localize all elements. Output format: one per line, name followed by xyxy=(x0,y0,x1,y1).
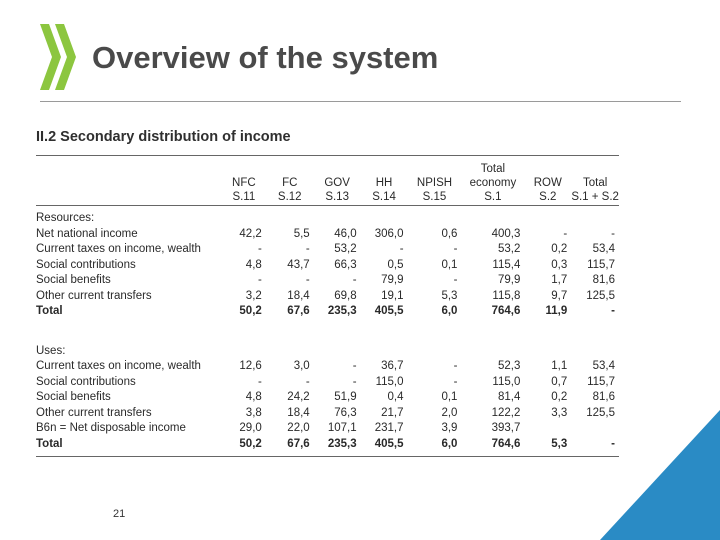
table-cell: 115,4 xyxy=(492,258,521,271)
table-cell: 764,6 xyxy=(491,437,521,450)
table-cell: 5,3 xyxy=(441,289,458,302)
row-label: Resources: xyxy=(36,212,95,224)
table-cell: 231,7 xyxy=(374,422,404,434)
table-cell: 18,4 xyxy=(287,289,310,302)
table-cell xyxy=(266,344,314,360)
table-cell: 42,2 xyxy=(239,227,262,240)
column-header-line3: S.1 xyxy=(484,191,502,203)
column-header xyxy=(571,156,619,204)
row-label: Other current transfers xyxy=(36,289,152,302)
table-cell: 2,0 xyxy=(441,406,458,419)
oecd-chevron-logo-icon xyxy=(38,22,78,92)
page-number: 21 xyxy=(113,508,126,520)
table-cell: 0,1 xyxy=(441,391,458,403)
table-cell: 53,2 xyxy=(497,243,521,255)
table-cell: 115,0 xyxy=(492,375,521,388)
table-row xyxy=(36,242,619,258)
table-cell: 46,0 xyxy=(334,227,357,240)
spacer-row xyxy=(36,204,619,211)
corner-decoration xyxy=(600,410,720,540)
table-cell: 53,4 xyxy=(592,360,615,372)
row-label: Social contributions xyxy=(36,258,136,271)
table-cell: 235,3 xyxy=(327,437,357,450)
column-header-line3: S.12 xyxy=(277,191,302,203)
row-label: Social contributions xyxy=(36,375,136,388)
row-label: Other current transfers xyxy=(36,406,152,419)
table-cell: 0,1 xyxy=(441,258,458,271)
column-header-line2: HH xyxy=(375,177,393,189)
table-cell: 79,9 xyxy=(381,274,404,286)
row-label: Social benefits xyxy=(36,274,111,286)
table-cell: - xyxy=(399,243,404,255)
table-cell: - xyxy=(611,305,615,317)
column-header-line3: S.2 xyxy=(539,191,557,203)
table-cell: 405,5 xyxy=(374,437,404,450)
table-cell: - xyxy=(305,375,310,388)
column-header xyxy=(361,156,408,204)
table-cell: - xyxy=(453,375,458,388)
table-cell: 393,7 xyxy=(491,422,521,434)
row-label: Net national income xyxy=(36,227,138,240)
table-row xyxy=(36,421,619,437)
table-cell: 3,2 xyxy=(245,289,262,302)
table-row xyxy=(36,359,619,375)
table-cell: 6,0 xyxy=(441,305,458,317)
table-row xyxy=(36,406,619,422)
income-distribution-table xyxy=(36,156,619,452)
row-label: B6n = Net disposable income xyxy=(36,422,186,434)
table-cell: 0,2 xyxy=(551,243,568,255)
table-cell: 3,8 xyxy=(245,406,262,419)
column-header-line3: S.15 xyxy=(422,191,447,203)
table-cell xyxy=(524,211,571,227)
section-subtitle: II.2 Secondary distribution of income xyxy=(36,129,291,145)
table-row xyxy=(36,273,619,289)
table-cell: 0,6 xyxy=(441,227,458,240)
table-cell: 5,3 xyxy=(551,437,568,450)
table-cell: - xyxy=(305,243,310,255)
table-cell: 53,4 xyxy=(592,243,615,255)
column-header-line1 xyxy=(222,162,266,176)
table-cell xyxy=(408,344,462,360)
row-label: Uses: xyxy=(36,344,66,357)
table-cell: 81,4 xyxy=(497,391,521,403)
table-cell: - xyxy=(352,360,357,372)
column-header-line1 xyxy=(361,162,408,176)
column-header xyxy=(524,156,571,204)
table-cell: 306,0 xyxy=(374,227,404,240)
table-cell: 81,6 xyxy=(592,274,615,286)
page-title: Overview of the system xyxy=(92,40,439,75)
table-cell: 24,2 xyxy=(287,391,310,403)
table-cell xyxy=(408,211,462,227)
table-cell: - xyxy=(257,375,262,388)
table-cell: - xyxy=(453,360,458,372)
table-cell xyxy=(361,211,408,227)
row-label: Current taxes on income, wealth xyxy=(36,243,201,255)
table-cell: 67,6 xyxy=(287,437,310,450)
table-cell: 764,6 xyxy=(491,305,521,317)
table-cell: 107,1 xyxy=(327,422,357,434)
table-cell: 69,8 xyxy=(334,289,357,302)
column-header-line3: S.1 + S.2 xyxy=(571,191,619,203)
row-label: Social benefits xyxy=(36,391,111,403)
table-cell: 115,7 xyxy=(587,258,615,271)
table-cell: 0,2 xyxy=(551,391,568,403)
table-cell: 43,7 xyxy=(287,258,310,271)
table-cell: 29,0 xyxy=(239,422,262,434)
table-cell: 11,9 xyxy=(545,305,568,317)
table-cell: 50,2 xyxy=(239,305,262,317)
table-cell: 66,3 xyxy=(334,258,357,271)
table-cell: 9,7 xyxy=(551,289,568,302)
column-header-line2: FC xyxy=(282,177,298,189)
table-header-row xyxy=(36,156,619,204)
table-cell xyxy=(461,344,524,360)
table-cell: 52,3 xyxy=(497,360,521,372)
table-cell: - xyxy=(453,243,458,255)
table-cell: 115,0 xyxy=(375,375,404,388)
table-cell xyxy=(571,211,619,227)
row-label: Total xyxy=(36,437,63,450)
resources-total-row xyxy=(36,304,619,320)
table-cell: 0,5 xyxy=(387,258,404,271)
table-cell: 0,3 xyxy=(551,258,568,271)
column-header xyxy=(266,156,314,204)
table-cell: 115,7 xyxy=(587,375,615,388)
column-header-line2: Total xyxy=(582,177,608,189)
table-cell: 36,7 xyxy=(381,360,404,372)
column-header-line1 xyxy=(314,162,361,176)
table-cell: 67,6 xyxy=(287,305,310,317)
table-cell: 400,3 xyxy=(491,227,521,240)
table-bottom-rule xyxy=(36,456,619,457)
column-header-line3: S.13 xyxy=(325,191,349,203)
column-header xyxy=(408,156,462,204)
table-cell: - xyxy=(305,274,310,286)
table-cell: - xyxy=(257,243,262,255)
row-label: Current taxes on income, wealth xyxy=(36,360,201,372)
table-cell xyxy=(571,344,619,360)
table-cell: - xyxy=(257,274,262,286)
table-cell: 19,1 xyxy=(381,289,404,302)
uses-heading-row xyxy=(36,344,619,360)
column-header-line1: Total xyxy=(480,163,506,175)
chevron-left-icon xyxy=(40,24,61,90)
table-cell: 122,2 xyxy=(491,406,521,419)
table-cell: 405,5 xyxy=(374,305,404,317)
table-cell: 51,9 xyxy=(334,391,357,403)
table-cell xyxy=(361,344,408,360)
table-row xyxy=(36,227,619,243)
table-cell: 235,3 xyxy=(327,305,357,317)
table-cell: 79,9 xyxy=(497,274,521,286)
table-cell: - xyxy=(563,227,568,240)
table-cell: - xyxy=(352,274,357,286)
column-header-line2: GOV xyxy=(324,177,350,189)
table-cell: - xyxy=(453,274,458,286)
table-cell: 53,2 xyxy=(334,243,357,255)
table-cell: 6,0 xyxy=(441,437,458,450)
table-cell: 4,8 xyxy=(245,391,262,403)
table-row xyxy=(36,258,619,274)
table-cell xyxy=(314,211,361,227)
column-header-line1 xyxy=(266,162,314,176)
table-cell: 21,7 xyxy=(381,406,404,419)
table-cell: 3,3 xyxy=(551,406,568,419)
table-cell: 12,6 xyxy=(239,360,262,372)
column-header-line3: S.11 xyxy=(232,191,256,203)
column-header-line2: economy xyxy=(469,177,517,189)
table-cell: 76,3 xyxy=(334,406,357,419)
table-row xyxy=(36,289,619,305)
table-cell xyxy=(222,211,266,227)
row-label-header xyxy=(36,156,222,204)
table-cell: 1,7 xyxy=(551,274,568,286)
column-header-line2: NFC xyxy=(232,177,256,189)
column-header-line3: S.14 xyxy=(372,191,396,203)
column-header-line1 xyxy=(524,162,571,176)
resources-heading-row xyxy=(36,211,619,227)
table-cell xyxy=(461,211,524,227)
title-divider xyxy=(40,101,681,102)
table-cell: - xyxy=(352,375,357,388)
table-cell: 3,0 xyxy=(293,360,310,372)
table-cell xyxy=(524,421,571,437)
table-cell: 5,5 xyxy=(293,227,310,240)
column-header-line1 xyxy=(408,162,462,176)
table-row xyxy=(36,390,619,406)
column-header-line2: NPISH xyxy=(416,177,453,189)
table-cell: 125,5 xyxy=(586,406,615,419)
table-cell: 1,1 xyxy=(551,360,568,372)
table-cell xyxy=(524,344,571,360)
column-header xyxy=(222,156,266,204)
table-cell xyxy=(266,211,314,227)
table-cell: 3,9 xyxy=(441,422,458,434)
column-header-line1 xyxy=(571,162,619,176)
uses-total-row xyxy=(36,437,619,453)
table-cell: 4,8 xyxy=(245,258,262,271)
table-cell xyxy=(314,344,361,360)
table-cell: 81,6 xyxy=(592,391,615,403)
column-header xyxy=(314,156,361,204)
column-header xyxy=(461,156,524,204)
table-cell: - xyxy=(611,437,615,450)
table-cell xyxy=(222,344,266,360)
table-cell: 22,0 xyxy=(287,422,310,434)
table-row xyxy=(36,375,619,391)
table-cell: 0,7 xyxy=(551,375,568,388)
column-header-line2: ROW xyxy=(533,177,562,189)
table-cell: 115,8 xyxy=(492,289,521,302)
table-cell: 0,4 xyxy=(387,391,404,403)
table-body xyxy=(36,204,619,452)
row-label: Total xyxy=(36,305,63,317)
table-cell: 18,4 xyxy=(287,406,310,419)
table-cell: 125,5 xyxy=(586,289,615,302)
spacer-row xyxy=(36,320,619,344)
table-cell: 50,2 xyxy=(239,437,262,450)
table-cell: - xyxy=(611,227,615,240)
